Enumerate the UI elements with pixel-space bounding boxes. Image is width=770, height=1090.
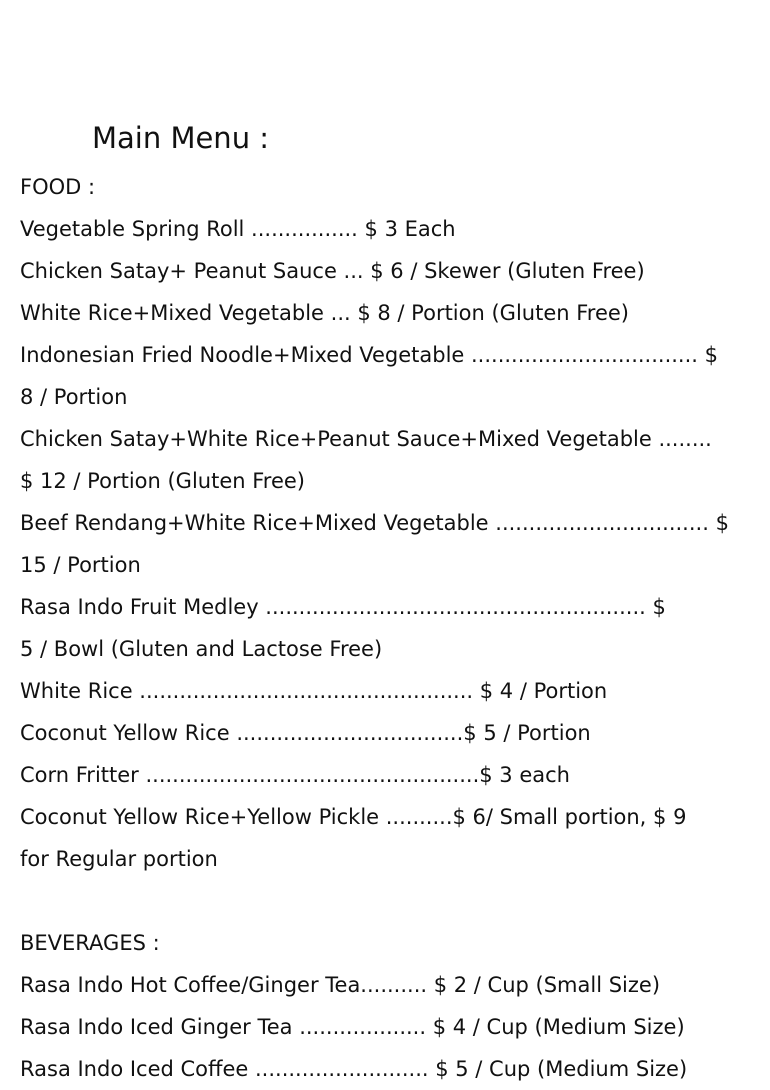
food-line-chicken-satay: Chicken Satay+ Peanut Sauce ... $ 6 / Skewer (Gluten Free)	[20, 259, 645, 283]
food-line-white-rice: White Rice .................................................. $ 4 / Portion	[20, 679, 608, 703]
menu-list	[20, 166, 760, 1090]
food-line-coconut-yellow-rice: Coconut Yellow Rice ..................................$ 5 / Portion	[20, 721, 591, 745]
food-line-corn-fritter: Corn Fritter ..................................................$ 3 each	[20, 763, 570, 787]
food-line-white-rice-mixed-vegetable: White Rice+Mixed Vegetable ... $ 8 / Portion (Gluten Free)	[20, 301, 629, 325]
food-line-satay-combo: Chicken Satay+White Rice+Peanut Sauce+Mixed Vegetable ........	[20, 427, 712, 451]
page-title: Main Menu :	[92, 121, 270, 155]
food-line-fruit-medley-price: 5 / Bowl (Gluten and Lactose Free)	[20, 637, 383, 661]
food-line-yellow-rice-pickle: Coconut Yellow Rice+Yellow Pickle ..........$ 6/ Small portion, $ 9	[20, 805, 687, 829]
food-line-beef-rendang-price: 15 / Portion	[20, 553, 141, 577]
food-line-satay-combo-price: $ 12 / Portion (Gluten Free)	[20, 469, 305, 493]
food-line-yellow-rice-pickle-regular: for Regular portion	[20, 847, 218, 871]
beverage-line-hot-coffee-ginger-tea: Rasa Indo Hot Coffee/Ginger Tea.......... $ 2 / Cup (Small Size)	[20, 973, 661, 997]
food-heading: FOOD :	[20, 175, 96, 199]
food-line-fruit-medley: Rasa Indo Fruit Medley ......................................................... $	[20, 595, 666, 619]
beverages-heading: BEVERAGES :	[20, 931, 160, 955]
beverage-line-iced-coffee: Rasa Indo Iced Coffee .......................... $ 5 / Cup (Medium Size)	[20, 1057, 688, 1081]
food-line-fried-noodle: Indonesian Fried Noodle+Mixed Vegetable .................................. $	[20, 343, 718, 367]
beverage-line-iced-ginger-tea: Rasa Indo Iced Ginger Tea ................... $ 4 / Cup (Medium Size)	[20, 1015, 685, 1039]
food-line-beef-rendang: Beef Rendang+White Rice+Mixed Vegetable ................................ $	[20, 511, 729, 535]
section-spacer	[20, 880, 760, 922]
food-line-fried-noodle-price: 8 / Portion	[20, 385, 128, 409]
food-line-spring-roll: Vegetable Spring Roll ................ $ 3 Each	[20, 217, 456, 241]
